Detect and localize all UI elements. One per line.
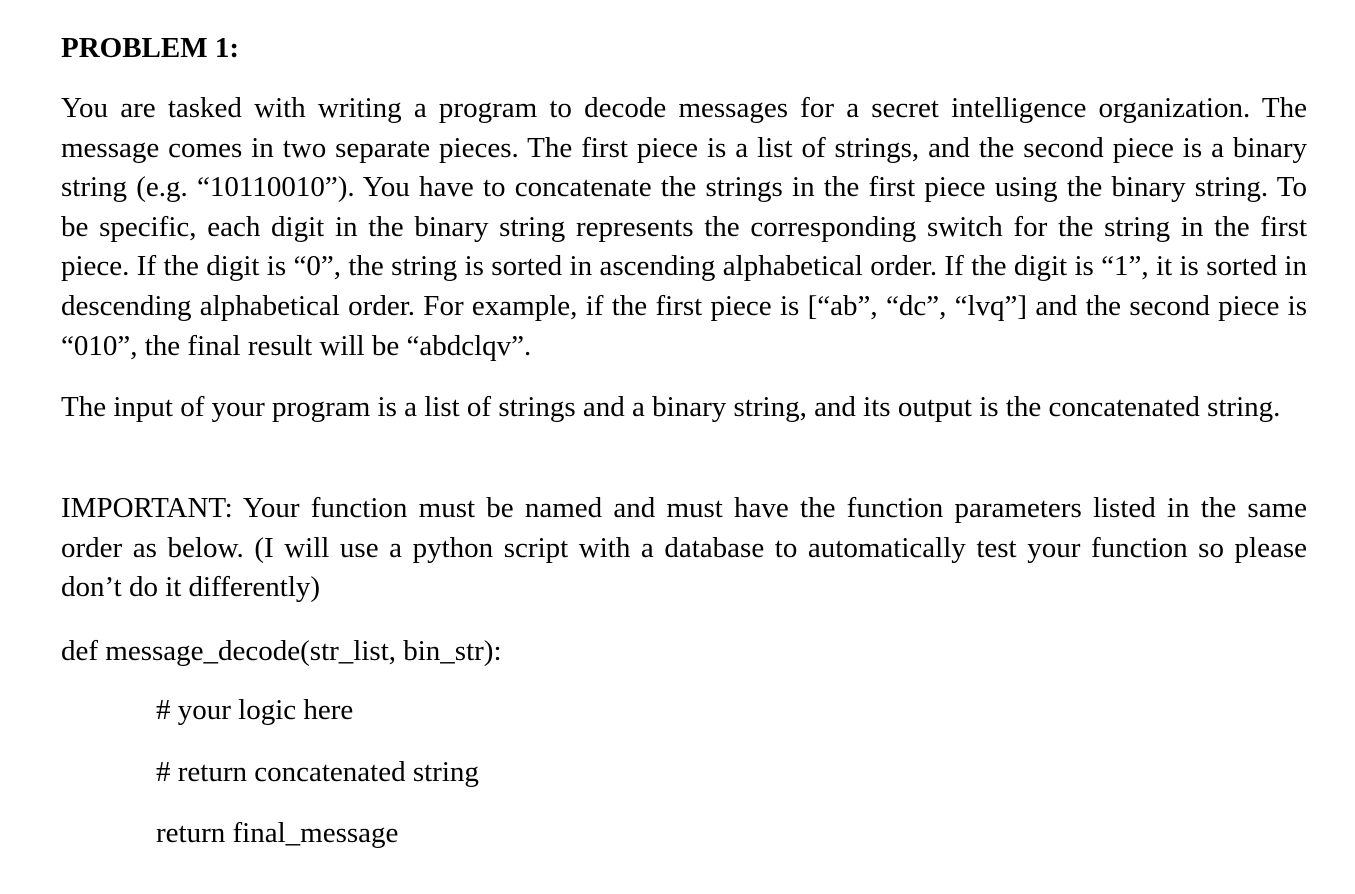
- problem-description-paragraph: You are tasked with writing a program to decode messages for a secret intelligence organization. The message comes in two separate pieces. The first piece is a list of strings, and the second piece is a binary string (e.g. “10110010”). You have to concatenate the strings in the first piece using the binary string. To be specific, each digit in the binary string represents the corresponding switch for the string in the first piece. If the digit is “0”, the string is sorted in ascending alphabetical order. If the digit is “1”, it is sorted in descending alphabetical order. For example, if the first piece is [“ab”, “dc”, “lvq”] and the second piece is “010”, the final result will be “abdclqv”.: [61, 92, 1307, 362]
- function-signature: def message_decode(str_list, bin_str):: [61, 635, 502, 667]
- problem-heading: PROBLEM 1:: [61, 32, 240, 64]
- important-note-paragraph: IMPORTANT: Your function must be named and must have the function parameters listed in the same order as below. (I will use a python script with a database to automatically test your function so please don’t do it differently): [61, 492, 1307, 604]
- input-output-paragraph: The input of your program is a list of strings and a binary string, and its output is the concatenated string.: [61, 391, 1281, 423]
- code-comment-return: # return concatenated string: [156, 756, 479, 788]
- code-comment-logic: # your logic here: [156, 694, 354, 726]
- code-return-statement: return final_message: [156, 817, 399, 849]
